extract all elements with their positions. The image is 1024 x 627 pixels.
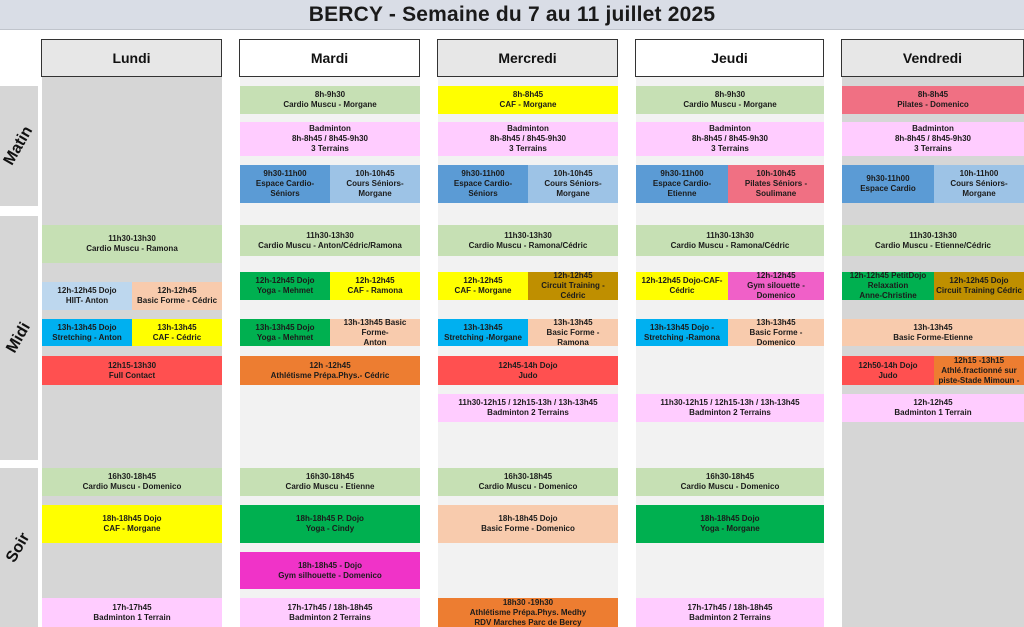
- event-line: Circuit Training -Cédric: [541, 281, 605, 300]
- event-line: Espace Cardio-Séniors: [453, 179, 513, 198]
- event-line: 12h-12h45 Dojo: [57, 286, 117, 295]
- event-line: Athlétisme Prépa.Phys.- Cédric: [270, 370, 390, 380]
- event-line: Stretching -Morgane: [444, 332, 522, 342]
- event-block: [330, 272, 420, 300]
- event-block: [438, 225, 618, 256]
- event-block: [240, 505, 420, 543]
- event-line: Cardio Muscu - Ramona/Cédric: [670, 240, 790, 250]
- event-block: [842, 165, 934, 203]
- event-line: 16h30-18h45: [305, 472, 355, 481]
- event-line: Cédric: [669, 286, 695, 295]
- day-header-jeudi: Jeudi: [635, 39, 824, 77]
- event-line: 3 Terrains: [509, 144, 547, 153]
- event-block: [240, 86, 420, 114]
- event-line: Cardio Muscu - Domenico: [680, 482, 780, 491]
- event-line: 8h-8h45: [917, 90, 949, 99]
- event-line: Badminton 2 Terrains: [289, 612, 371, 622]
- event-line: 13h-13h45: [756, 319, 796, 327]
- event-line: 8h-8h45 / 8h45-9h30: [691, 134, 769, 143]
- event-block: [240, 272, 330, 300]
- event-block: [240, 319, 330, 346]
- event-line: 12h-12h45: [913, 398, 953, 407]
- event-line: Basic Forme - Cédric: [136, 296, 218, 305]
- event-block: [528, 272, 618, 300]
- event-line: 13h-13h45 Basic Forme-: [343, 319, 407, 337]
- event-line: 18h-18h45 P. Dojo: [296, 514, 364, 523]
- column-jeudi-bg: [636, 77, 824, 627]
- event-block: [636, 505, 824, 543]
- event-block: [528, 319, 618, 346]
- event-block: [438, 165, 528, 203]
- event-line: Badminton: [309, 124, 351, 133]
- event-line: CAF - Morgane: [499, 100, 557, 109]
- event-line: Basic Forme - Domenico: [749, 327, 803, 346]
- event-block: [330, 165, 420, 203]
- event-line: Badminton 2 Terrains: [487, 408, 569, 417]
- event-line: 8h-8h45 / 8h45-9h30: [489, 134, 567, 143]
- event-line: Yoga - Cindy: [305, 524, 355, 533]
- column-mercredi-bg: [438, 77, 618, 627]
- event-line: Anne-Christine: [859, 291, 917, 300]
- event-line: 11h30-13h30: [306, 230, 354, 240]
- event-line: 12h45-14h Dojo: [498, 360, 558, 370]
- event-line: Cardio Muscu - Morgane: [683, 100, 777, 109]
- event-line: 11h30-13h30: [909, 230, 957, 240]
- event-block: [934, 272, 1024, 300]
- event-line: Cours Séniors-Morgane: [950, 179, 1008, 198]
- event-line: Cardio Muscu - Ramona/Cédric: [468, 240, 588, 250]
- event-line: Athlé.fractionné sur: [941, 365, 1017, 375]
- event-block: [438, 394, 618, 422]
- event-block: [636, 272, 728, 300]
- event-line: Stretching -Ramona: [643, 332, 720, 342]
- event-block: [934, 356, 1024, 385]
- event-block: [636, 394, 824, 422]
- event-line: 11h30-13h30: [504, 230, 552, 240]
- event-block: [842, 86, 1024, 114]
- column-mardi-bg: [240, 77, 420, 627]
- event-line: 17h-17h45: [112, 602, 152, 612]
- event-line: 16h30-18h45: [107, 472, 157, 481]
- event-block: [42, 356, 222, 385]
- event-line: 12h -12h45: [309, 360, 351, 370]
- event-line: 12h-12h45 PetitDojo: [849, 272, 927, 280]
- event-line: Cours Séniors-Morgane: [346, 179, 404, 198]
- event-block: [42, 282, 132, 310]
- event-line: 12h15-13h30: [107, 360, 157, 370]
- event-line: Cardio Muscu - Etienne/Cédric: [874, 240, 992, 250]
- event-line: Cardio Muscu - Domenico: [82, 482, 182, 491]
- event-line: 13h-13h45: [913, 322, 953, 332]
- event-line: 11h30-13h30: [706, 230, 754, 240]
- event-line: Pilates Séniors -: [744, 179, 808, 188]
- event-line: 9h30-11h00: [866, 174, 910, 183]
- event-block: [240, 165, 330, 203]
- event-line: 11h30-12h15 / 12h15-13h / 13h-13h45: [458, 398, 598, 407]
- event-line: Badminton: [912, 124, 954, 133]
- event-line: Badminton: [709, 124, 751, 133]
- event-block: [438, 356, 618, 385]
- event-block: [842, 225, 1024, 256]
- event-line: Judo: [878, 370, 898, 380]
- event-block: [132, 319, 222, 346]
- event-block: [636, 225, 824, 256]
- event-block: [42, 468, 222, 496]
- event-line: Cardio Muscu - Ramona: [86, 244, 178, 253]
- event-line: 3 Terrains: [914, 144, 952, 153]
- event-block: [636, 468, 824, 496]
- event-line: Badminton 2 Terrains: [689, 408, 771, 417]
- event-block: [438, 468, 618, 496]
- event-line: 8h-8h45: [512, 90, 544, 99]
- event-block: [42, 225, 222, 263]
- column-vendredi-bg: [842, 77, 1024, 627]
- event-line: 9h30-11h00: [461, 169, 505, 178]
- event-line: Anton: [363, 337, 387, 346]
- event-line: Badminton 1 Terrain: [93, 612, 171, 622]
- event-line: Domenico: [756, 291, 796, 300]
- event-block: [240, 598, 420, 627]
- event-line: Espace Cardio- Etienne: [652, 179, 712, 198]
- event-block: [438, 122, 618, 156]
- event-line: Basic Forme - Ramona: [546, 327, 600, 346]
- event-line: Gym silhouette - Domenico: [278, 570, 382, 580]
- event-line: 12h-12h45: [553, 272, 593, 280]
- event-line: CAF - Morgane: [454, 286, 512, 295]
- day-header-lundi: Lundi: [41, 39, 222, 77]
- event-line: 10h-10h45: [355, 169, 395, 178]
- event-line: Basic Forme - Domenico: [481, 524, 575, 533]
- event-line: 12h50-14h Dojo: [858, 360, 918, 370]
- event-line: 12h-12h45 Dojo: [949, 276, 1009, 285]
- event-line: 11h30-13h30: [108, 234, 156, 243]
- period-soir-label: Soir: [3, 529, 34, 565]
- event-block: [42, 598, 222, 627]
- event-line: 10h-10h45: [553, 169, 593, 178]
- event-block: [42, 505, 222, 543]
- event-line: Yoga - Morgane: [700, 524, 760, 533]
- event-block: [240, 122, 420, 156]
- event-line: 13h-13h45: [463, 322, 503, 332]
- event-block: [132, 282, 222, 310]
- event-block: [438, 319, 528, 346]
- event-line: 11h30-12h15 / 12h15-13h / 13h-13h45: [660, 398, 800, 407]
- period-soir: [0, 468, 38, 627]
- event-line: Cardio Muscu - Morgane: [283, 100, 377, 109]
- event-line: 10h-10h45: [756, 169, 796, 178]
- event-line: Gym silouette -: [747, 281, 805, 290]
- page-title: [0, 0, 1024, 30]
- event-block: [842, 122, 1024, 156]
- event-line: 10h-11h00: [959, 169, 999, 178]
- event-line: 16h30-18h45: [705, 472, 755, 481]
- event-line: Badminton: [507, 124, 549, 133]
- event-block: [438, 505, 618, 543]
- event-line: 18h-18h45 Dojo: [498, 514, 558, 523]
- event-block: [240, 225, 420, 256]
- event-line: Cours Séniors-Morgane: [544, 179, 602, 198]
- page-title-text: BERCY - Semaine du 7 au 11 juillet 2025: [308, 2, 716, 26]
- event-block: [842, 319, 1024, 346]
- event-block: [438, 86, 618, 114]
- event-line: 3 Terrains: [711, 144, 749, 153]
- event-line: Cardio Muscu - Etienne: [285, 482, 375, 491]
- event-block: [240, 552, 420, 589]
- event-line: 9h30-11h00: [660, 169, 704, 178]
- event-line: Basic Forme-Etienne: [893, 332, 973, 342]
- event-block: [636, 122, 824, 156]
- event-line: 13h-13h45: [157, 322, 197, 332]
- event-line: 8h-9h30: [714, 90, 746, 99]
- event-line: 12h-12h45: [157, 286, 197, 295]
- event-line: Yoga - Mehmet: [256, 332, 314, 342]
- period-matin-label: Matin: [0, 123, 37, 169]
- event-line: Cardio Muscu - Domenico: [478, 482, 578, 491]
- period-midi-label: Midi: [3, 319, 34, 356]
- event-block: [636, 319, 728, 346]
- event-line: HIIT- Anton: [65, 296, 109, 305]
- event-line: Soulimane: [755, 189, 797, 198]
- event-line: Pilates - Domenico: [897, 100, 969, 109]
- event-line: 8h-9h30: [314, 90, 346, 99]
- event-line: 16h30-18h45: [503, 472, 553, 481]
- event-line: Cardio Muscu - Anton/Cédric/Ramona: [258, 240, 402, 250]
- event-line: 13h-13h45 Dojo: [255, 322, 315, 332]
- event-line: 12h-12h45: [463, 276, 503, 285]
- event-block: [438, 598, 618, 627]
- event-line: Full Contact: [108, 370, 156, 380]
- column-lundi-bg: [42, 77, 222, 627]
- event-line: 3 Terrains: [311, 144, 349, 153]
- event-line: 12h-12h45: [756, 272, 796, 280]
- event-line: 12h-12h45 Dojo: [255, 276, 315, 285]
- event-line: Espace Cardio: [860, 184, 916, 193]
- event-line: 13h-13h45 Dojo: [57, 322, 117, 332]
- event-line: 13h-13h45 Dojo -: [649, 322, 714, 332]
- event-block: [636, 598, 824, 627]
- event-line: Circuit Training Cédric: [936, 286, 1022, 295]
- event-line: 18h-18h45 Dojo: [700, 514, 760, 523]
- event-line: 12h-12h45 Dojo-CAF-: [641, 276, 723, 285]
- event-block: [842, 272, 934, 300]
- event-block: [728, 272, 824, 300]
- event-line: RDV Marches Parc de Bercy: [474, 617, 582, 627]
- event-line: 8h-8h45 / 8h45-9h30: [894, 134, 972, 143]
- event-block: [636, 86, 824, 114]
- event-block: [240, 356, 420, 385]
- event-line: 17h-17h45 / 18h-18h45: [287, 602, 373, 612]
- event-line: 12h-12h45: [355, 276, 395, 285]
- event-line: Judo: [518, 370, 538, 380]
- event-line: CAF - Morgane: [103, 524, 161, 533]
- event-line: Relaxation: [867, 281, 909, 290]
- event-block: [728, 165, 824, 203]
- event-block: [842, 394, 1024, 422]
- event-block: [728, 319, 824, 346]
- day-header-mercredi: Mercredi: [437, 39, 618, 77]
- event-line: 9h30-11h00: [263, 169, 307, 178]
- event-line: piste-Stade Mimoun -: [938, 375, 1020, 385]
- event-line: 13h-13h45: [553, 319, 593, 327]
- period-midi: [0, 216, 38, 460]
- event-line: 18h-18h45 - Dojo: [297, 560, 362, 570]
- event-line: 18h-18h45 Dojo: [102, 514, 162, 523]
- event-block: [842, 356, 934, 385]
- event-line: Stretching - Anton: [52, 332, 122, 342]
- event-block: [438, 272, 528, 300]
- event-block: [240, 468, 420, 496]
- event-line: 18h30 -19h30: [502, 598, 554, 607]
- event-line: 8h-8h45 / 8h45-9h30: [291, 134, 369, 143]
- period-matin: [0, 86, 38, 206]
- event-block: [934, 165, 1024, 203]
- event-line: Badminton 1 Terrain: [894, 408, 972, 417]
- day-header-vendredi: Vendredi: [841, 39, 1024, 77]
- day-header-mardi: Mardi: [239, 39, 420, 77]
- event-line: 17h-17h45 / 18h-18h45: [687, 602, 773, 612]
- event-block: [42, 319, 132, 346]
- event-line: CAF - Cédric: [152, 332, 202, 342]
- event-line: 12h15 -13h15: [953, 356, 1005, 365]
- event-block: [528, 165, 618, 203]
- event-line: Yoga - Mehmet: [256, 286, 314, 295]
- event-line: Athlétisme Prépa.Phys. Medhy: [469, 607, 587, 617]
- event-block: [636, 165, 728, 203]
- event-line: Badminton 2 Terrains: [689, 612, 771, 622]
- event-line: Espace Cardio-Séniors: [255, 179, 315, 198]
- event-line: CAF - Ramona: [347, 286, 403, 295]
- event-block: [330, 319, 420, 346]
